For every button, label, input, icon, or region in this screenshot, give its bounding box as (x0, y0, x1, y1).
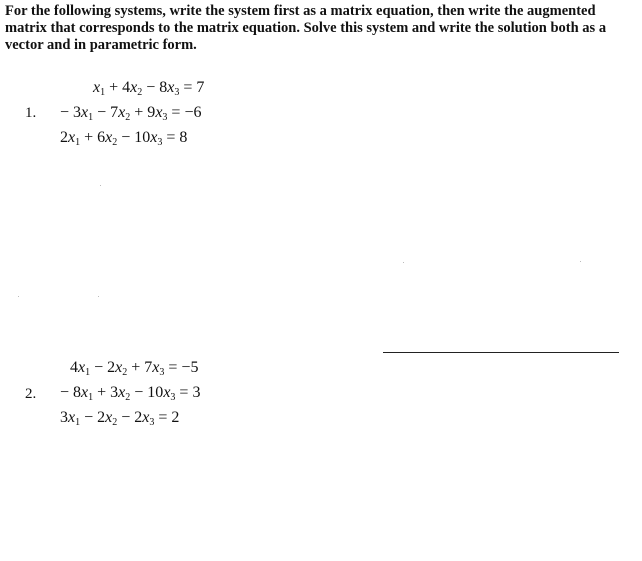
equation-term (60, 129, 80, 146)
coefficient: + 6 (80, 129, 106, 146)
equation-term (105, 79, 142, 96)
equation (93, 79, 204, 97)
coefficient: − 7 (93, 104, 119, 121)
variable: x (115, 359, 123, 376)
equation-term (93, 79, 105, 96)
scan-speck (403, 262, 404, 263)
coefficient: − 10 (117, 129, 151, 146)
variable-subscript: 1 (75, 417, 81, 428)
horizontal-rule (383, 352, 619, 353)
scan-speck (100, 185, 101, 186)
variable-subscript: 1 (100, 87, 106, 98)
variable: x (81, 104, 89, 121)
equation (60, 129, 187, 147)
coefficient: − 2 (90, 359, 116, 376)
variable-subscript: 2 (137, 87, 143, 98)
variable: x (105, 409, 113, 426)
coefficient: − 3 (60, 104, 82, 121)
equation-rhs: = 3 (175, 384, 201, 401)
equation (70, 359, 198, 377)
variable-subscript: 3 (159, 367, 165, 378)
variable: x (163, 384, 171, 401)
variable-subscript: 2 (125, 392, 131, 403)
variable-subscript: 3 (157, 137, 163, 148)
equation (60, 384, 200, 402)
variable-subscript: 3 (174, 87, 180, 98)
variable-subscript: 2 (112, 417, 118, 428)
coefficient: 4 (70, 359, 78, 376)
variable: x (118, 104, 126, 121)
variable: x (68, 409, 76, 426)
equation-term (93, 384, 130, 401)
coefficient: − 8 (142, 79, 168, 96)
variable: x (105, 129, 113, 146)
variable: x (167, 79, 175, 96)
scan-speck (580, 261, 581, 262)
equation-term (127, 359, 164, 376)
equation-term (80, 409, 117, 426)
coefficient: − 10 (130, 384, 164, 401)
variable: x (142, 409, 150, 426)
equation-term (60, 409, 80, 426)
coefficient: 3 (60, 409, 68, 426)
variable-subscript: 3 (162, 112, 168, 123)
equation-term (93, 104, 130, 121)
variable: x (155, 104, 163, 121)
coefficient: − 2 (80, 409, 106, 426)
equation-term (130, 104, 167, 121)
variable-subscript: 3 (170, 392, 176, 403)
equation-term (60, 104, 93, 121)
equation-term (130, 384, 175, 401)
equation-rhs: = −5 (164, 359, 199, 376)
variable: x (93, 79, 101, 96)
variable: x (78, 359, 86, 376)
equation-term (90, 359, 127, 376)
scan-speck (98, 296, 99, 297)
coefficient: + 9 (130, 104, 156, 121)
equation-term (142, 79, 179, 96)
equation-term (80, 129, 117, 146)
variable: x (68, 129, 76, 146)
coefficient: − 8 (60, 384, 82, 401)
variable-subscript: 3 (149, 417, 155, 428)
variable-subscript: 2 (125, 112, 131, 123)
equation-term (70, 359, 90, 376)
equation-term (117, 409, 154, 426)
equation-rhs: = 2 (154, 409, 180, 426)
equation-rhs: = −6 (167, 104, 202, 121)
equation-rhs: = 7 (179, 79, 205, 96)
equation-term (60, 384, 93, 401)
variable: x (152, 359, 160, 376)
equation (60, 409, 179, 427)
variable: x (81, 384, 89, 401)
equation-term (117, 129, 162, 146)
variable-subscript: 1 (85, 367, 91, 378)
variable: x (150, 129, 158, 146)
variable-subscript: 1 (88, 112, 94, 123)
variable: x (130, 79, 138, 96)
coefficient: + 7 (127, 359, 153, 376)
coefficient: 2 (60, 129, 68, 146)
variable-subscript: 1 (88, 392, 94, 403)
instructions-paragraph: For the following systems, write the system first as a matrix equation, then write the augmented matrix that corresponds to the matrix equation. Solve this system and write the solution both as a vector and in parametric form. (5, 3, 607, 53)
variable-subscript: 2 (122, 367, 128, 378)
problem-number: 1. (25, 105, 37, 121)
coefficient: + 4 (105, 79, 131, 96)
variable-subscript: 2 (112, 137, 118, 148)
variable: x (118, 384, 126, 401)
equation-rhs: = 8 (162, 129, 188, 146)
equation (60, 104, 201, 122)
coefficient: − 2 (117, 409, 143, 426)
problem-number: 2. (25, 386, 37, 402)
scan-speck (18, 296, 19, 297)
coefficient: + 3 (93, 384, 119, 401)
variable-subscript: 1 (75, 137, 81, 148)
